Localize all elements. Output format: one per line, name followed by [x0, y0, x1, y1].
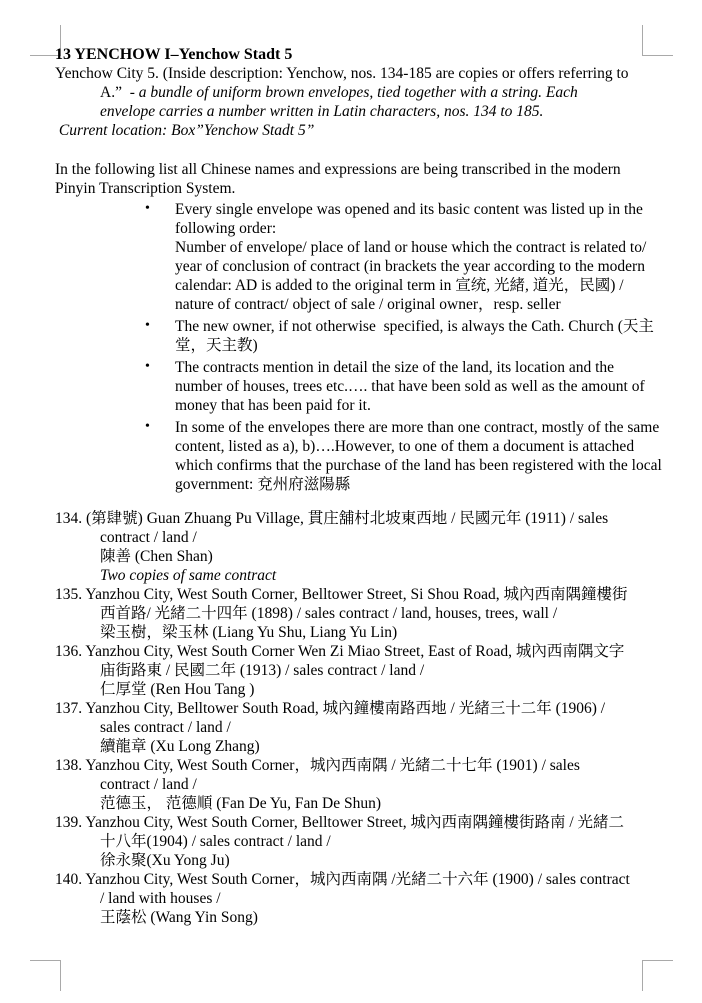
- intro-line-2-prefix: A.”: [100, 84, 130, 101]
- entry-item-134: [55, 509, 655, 585]
- intro-line-3: envelope carries a number written in Latin characters, nos. 134 to 185.: [100, 103, 544, 120]
- bullet-item-1: [55, 200, 655, 314]
- note-line-2: Pinyin Transcription System.: [55, 180, 236, 197]
- bullet-line: The new owner, if not otherwise specified, is always the Cath. Church (天主: [175, 318, 654, 335]
- entry-line: 十八年(1904) / sales contract / land /: [100, 833, 331, 850]
- bullet-marker: •: [145, 318, 150, 333]
- entry-line: 徐永聚(Xu Yong Ju): [100, 852, 230, 869]
- entry-line: / land with houses /: [100, 890, 221, 907]
- entry-item-135: [55, 585, 655, 642]
- intro-line-2-italic: - a bundle of uniform brown envelopes, tied together with a string. Each: [129, 84, 578, 101]
- entry-item-140: [55, 870, 655, 927]
- entry-line: 仁厚堂 (Ren Hou Tang ): [100, 681, 255, 698]
- bullet-line: content, listed as a), b)….However, to one of them a document is attached: [175, 438, 635, 455]
- intro-line-2: [55, 83, 655, 102]
- bullet-marker: •: [145, 359, 150, 374]
- bullet-line: Number of envelope/ place of land or house which the contract is related to/: [175, 239, 647, 256]
- entry-line: 139. Yanzhou City, West South Corner, Belltower Street, 城內西南隅鐘樓街路南 / 光緒二: [55, 814, 625, 831]
- bullet-line: which confirms that the purchase of the land has been registered with the local: [175, 457, 662, 474]
- bullet-line: money that has been paid for it.: [175, 397, 371, 414]
- note-line-1: In the following list all Chinese names and expressions are being transcribed in the modern: [55, 161, 621, 178]
- bullet-line: number of houses, trees etc.…. that have been sold as well as the amount of: [175, 378, 645, 395]
- bullet-line: Every single envelope was opened and its basic content was listed up in the: [175, 201, 643, 218]
- bullet-item-2: [55, 317, 655, 355]
- entry-line: sales contract / land /: [100, 719, 231, 736]
- entry-line: 138. Yanzhou City, West South Corner，城內西南隅 / 光緒二十七年 (1901) / sales: [55, 757, 580, 774]
- bullet-line: following order:: [175, 220, 277, 237]
- entry-line: contract / land /: [100, 776, 197, 793]
- entry-line-note: Two copies of same contract: [100, 567, 277, 584]
- entry-item-138: [55, 756, 655, 813]
- crop-mark-bottom-left-icon: [30, 960, 61, 991]
- page-title: 13 YENCHOW I–Yenchow Stadt 5: [55, 46, 293, 63]
- entry-item-139: [55, 813, 655, 870]
- entry-line: contract / land /: [100, 529, 197, 546]
- entry-line: 西首路/ 光緒二十四年 (1898) / sales contract / land, houses, trees, wall /: [100, 605, 558, 622]
- entry-line: 續龍章 (Xu Long Zhang): [100, 738, 260, 755]
- bullet-marker: •: [145, 201, 150, 216]
- bullet-item-3: [55, 358, 655, 415]
- entry-item-137: [55, 699, 655, 756]
- entry-line: 陳善 (Chen Shan): [100, 548, 213, 565]
- bullet-line: nature of contract/ object of sale / original owner，resp. seller: [175, 296, 561, 313]
- bullet-line: The contracts mention in detail the size of the land, its location and the: [175, 359, 615, 376]
- bullet-line: year of conclusion of contract (in brackets the year according to the modern: [175, 258, 645, 275]
- bullet-line: government: 兗州府滋陽縣: [175, 476, 351, 493]
- entry-line: 135. Yanzhou City, West South Corner, Belltower Street, Si Shou Road, 城內西南隅鐘樓街: [55, 586, 628, 603]
- entry-line: 王蔭松 (Wang Yin Song): [100, 909, 258, 926]
- bullet-marker: •: [145, 419, 150, 434]
- entry-line: 范德玉， 范德順 (Fan De Yu, Fan De Shun): [100, 795, 381, 812]
- bullet-line: In some of the envelopes there are more than one contract, mostly of the same: [175, 419, 660, 436]
- entry-line: 庙街路東 / 民國二年 (1913) / sales contract / land /: [100, 662, 425, 679]
- crop-mark-bottom-right-icon: [642, 960, 673, 991]
- entry-line: 140. Yanzhou City, West South Corner，城內西南隅 /光緒二十六年 (1900) / sales contract: [55, 871, 630, 888]
- current-location-line: Current location: Box”Yenchow Stadt 5”: [55, 122, 315, 139]
- entry-list: [55, 509, 655, 927]
- entry-line: 136. Yanzhou City, West South Corner Wen Zi Miao Street, East of Road, 城內西南隅文字: [55, 643, 625, 660]
- entry-line: 梁玉樹，梁玉林 (Liang Yu Shu, Liang Yu Lin): [100, 624, 398, 641]
- bullet-item-4: [55, 418, 662, 494]
- entry-line: 134. (第肆號) Guan Zhuang Pu Village, 貫庄舖村北坡東西地 / 民國元年 (1911) / sales: [55, 510, 609, 527]
- intro-line-1: Yenchow City 5. (Inside description: Yenchow, nos. 134-185 are copies or offers referring to: [55, 65, 629, 82]
- document-body: [55, 45, 662, 927]
- bullet-list: [55, 200, 662, 494]
- entry-item-136: [55, 642, 655, 699]
- bullet-line: 堂，天主教): [175, 337, 258, 354]
- entry-line: 137. Yanzhou City, Belltower South Road, 城內鐘樓南路西地 / 光緒三十二年 (1906) /: [55, 700, 606, 717]
- bullet-line: calendar: AD is added to the original term in 宣统, 光緒, 道光，民國) /: [175, 277, 624, 294]
